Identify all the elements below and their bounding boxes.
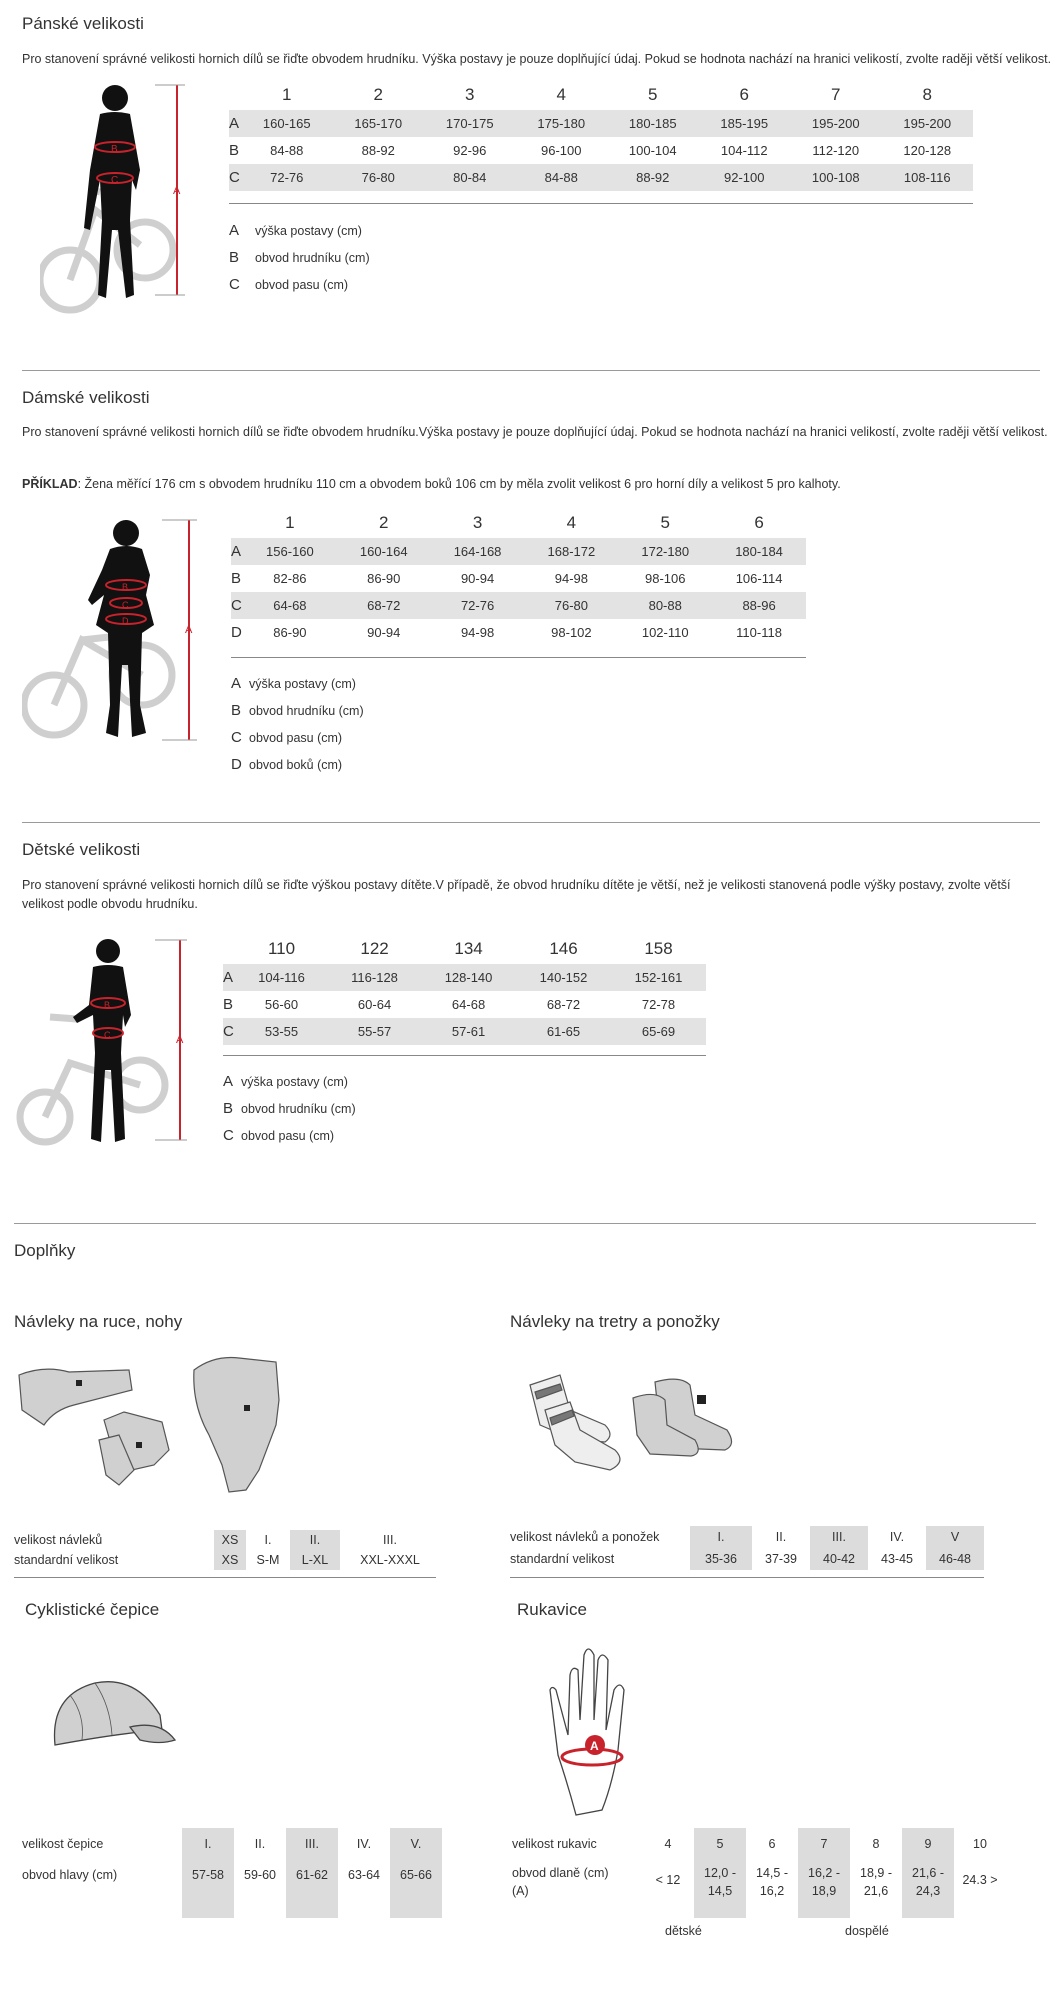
caps-title: Cyklistické čepice: [25, 1600, 160, 1619]
kids-size-table: [223, 934, 706, 1045]
socks-illustration: [515, 1370, 795, 1495]
size-header: 6: [754, 513, 764, 532]
women-legend: A výška postavy (cm) B obvod hrudníku (cm) C obvod pasu (cm) D obvod boků (cm): [231, 675, 364, 773]
size-header: 6: [739, 85, 749, 104]
women-title: Dámské velikosti: [22, 388, 150, 407]
accessories-title: Doplňky: [14, 1241, 76, 1260]
table-row: C 72-76 76-80 80-84 84-88 88-92 92-100 100-108 108-116: [229, 164, 973, 191]
size-header: 2: [373, 85, 383, 104]
svg-text:B: B: [111, 144, 118, 155]
size-header: 134: [454, 939, 483, 958]
svg-text:A: A: [590, 1739, 599, 1753]
warmers-title: Návleky na ruce, nohy: [14, 1312, 183, 1331]
men-intro: Pro stanovení správné velikosti hornich dílů se řiďte obvodem hrudníku. Výška postavy je pouze doplňující údaj. Pokud se hodnota nachází na hranici velikostí, zvolte raději větší velikost.: [22, 52, 1052, 66]
table-row: B 56-60 60-64 64-68 68-72 72-78: [223, 996, 676, 1013]
table-row: A 160-165 165-170 170-175 175-180 180-185 185-195 195-200 195-200: [229, 110, 973, 137]
table-divider: [510, 1577, 984, 1578]
socks-title: Návleky na tretry a ponožky: [510, 1312, 720, 1331]
size-header: 1: [285, 513, 295, 532]
size-header: 122: [360, 939, 389, 958]
women-example: PŘÍKLAD: Žena měřící 176 cm s obvodem hrudníku 110 cm a obvodem boků 106 cm by měla zvolit velikost 6 pro horní díly a velikost 5 pro kalhoty.: [22, 477, 841, 491]
size-header: 158: [644, 939, 673, 958]
svg-text:A: A: [185, 624, 193, 636]
section-divider: [22, 822, 1040, 823]
table-row: A 156-160 160-164 164-168 168-172 172-180 180-184: [231, 538, 806, 565]
women-size-table: [231, 508, 806, 646]
svg-text:A: A: [176, 1034, 184, 1046]
men-size-table: [229, 80, 973, 191]
svg-text:B: B: [122, 582, 129, 592]
size-header: 2: [379, 513, 389, 532]
table-row: A 104-116 116-128 128-140 140-152 152-161: [223, 964, 706, 991]
size-header: 3: [465, 85, 475, 104]
table-row: C 53-55 55-57 57-61 61-65 65-69: [223, 1018, 706, 1045]
table-row: C 64-68 68-72 72-76 76-80 80-88 88-96: [231, 592, 806, 619]
size-header: 146: [549, 939, 578, 958]
size-header: 4: [556, 85, 566, 104]
glove-hand-illustration: [540, 1635, 640, 1820]
size-header: 4: [566, 513, 577, 532]
size-header: 8: [922, 85, 932, 104]
size-header: 5: [660, 513, 670, 532]
table-divider: [14, 1577, 436, 1578]
women-figure-illustration: [22, 515, 197, 755]
gloves-adults-label: dospělé: [845, 1924, 889, 1938]
svg-text:C: C: [104, 1030, 111, 1040]
gloves-title: Rukavice: [517, 1600, 587, 1619]
table-divider: [229, 203, 973, 204]
kids-legend: A výška postavy (cm) B obvod hrudníku (cm) C obvod pasu (cm): [223, 1073, 356, 1144]
warmers-illustration: [14, 1350, 294, 1500]
svg-text:A: A: [173, 185, 181, 197]
table-row: B 84-88 88-92 92-96 96-100 100-104 104-112 112-120 120-128: [229, 142, 952, 159]
men-title: Pánské velikosti: [22, 14, 144, 33]
kids-title: Dětské velikosti: [22, 840, 141, 859]
kids-figure-illustration: [15, 935, 190, 1160]
gloves-size-table: velikost rukavic 4 5 6 7 8 9 10 obvod dlaně (cm) (A) < 12 12,0 - 14,5 14,5 - 16,2 16,2 - 18,9 18,9 - 21,6 21,6 - 24,3 24.3 >: [512, 1828, 1006, 1918]
men-legend: A výška postavy (cm) B obvod hrudníku (cm) C obvod pasu (cm): [229, 222, 370, 293]
table-divider: [223, 1055, 706, 1056]
kids-intro: Pro stanovení správné velikosti hornich dílů se řiďte výškou postavy dítěte.V případě, že obvod hrudníku dítěte je větší, než je velikosti stanovená podle výšky postavy, zvolte větší velikost podle obvodu hrudníku.: [22, 878, 1011, 911]
men-figure-illustration: [40, 80, 200, 325]
svg-text:D: D: [122, 616, 129, 626]
caps-size-table: velikost čepice I. II. III. IV. V. obvod hlavy (cm) 57-58 59-60 61-62 63-64 65-66: [22, 1828, 442, 1918]
size-header: 110: [267, 939, 296, 958]
size-header: 1: [282, 85, 292, 104]
warmers-size-table: velikost návleků XS I. II. III. standardní velikost XS S-M L-XL XXL-XXXL: [14, 1530, 440, 1570]
cap-illustration: [50, 1675, 180, 1760]
svg-text:C: C: [111, 175, 119, 186]
svg-text:B: B: [104, 1000, 111, 1010]
svg-text:C: C: [122, 600, 129, 610]
size-header: 7: [831, 85, 841, 104]
section-divider: [22, 370, 1040, 371]
table-divider: [231, 657, 806, 658]
section-divider: [14, 1223, 1036, 1224]
table-row: D 86-90 90-94 94-98 98-102 102-110 110-118: [231, 624, 782, 641]
women-intro: Pro stanovení správné velikosti hornich dílů se řiďte obvodem hrudníku.Výška postavy je pouze doplňující údaj. Pokud se hodnota nachází na hranici velikostí, zvolte raději větší velikost.: [22, 425, 1048, 439]
table-row: B 82-86 86-90 90-94 94-98 98-106 106-114: [231, 570, 783, 587]
size-header: 3: [472, 513, 483, 532]
size-header: 5: [648, 85, 658, 104]
socks-size-table: velikost návleků a ponožek I. II. III. IV. V standardní velikost 35-36 37-39 40-42 43-45 46-48: [510, 1526, 984, 1570]
gloves-kids-label: dětské: [665, 1924, 702, 1938]
